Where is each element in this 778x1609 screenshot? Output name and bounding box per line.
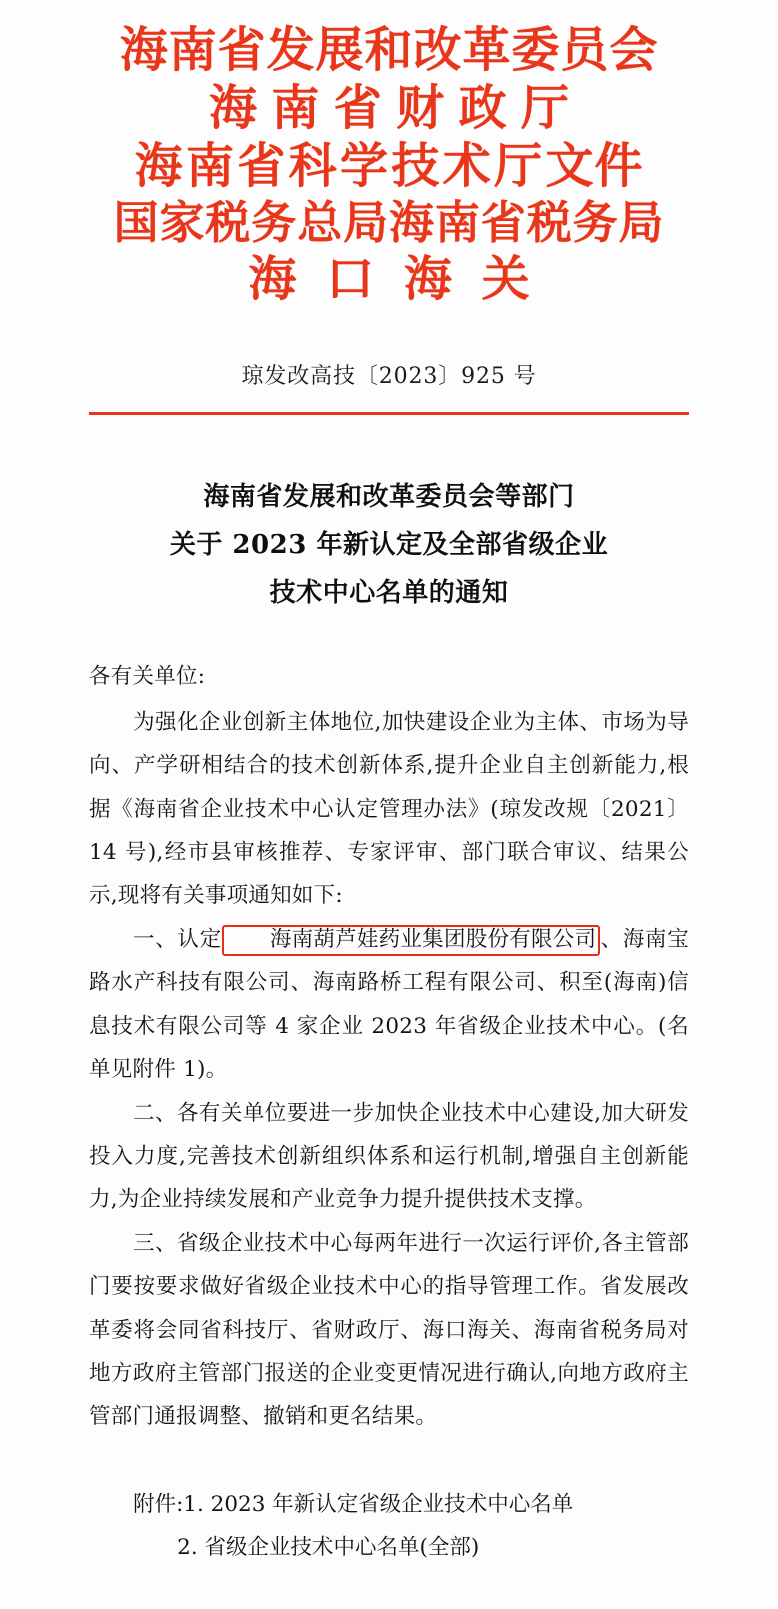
bottom-spacer [0, 1569, 778, 1609]
paragraph-item-2: 二、各有关单位要进一步加快企业技术中心建设,加大研发投入力度,完善技术创新组织体系和运行机制,增强自主创新能力,为企业持续发展和产业竞争力提升提供技术支撑。 [89, 1100, 689, 1213]
document-number-block [0, 359, 778, 415]
attachment-line-2: 2. 省级企业技术中心名单(全部) [177, 1534, 480, 1560]
paragraph-intro: 为强化企业创新主体地位,加快建设企业为主体、市场为导向、产学研相结合的技术创新体系,提升企业自主创新能力,根据《海南省企业技术中心认定管理办法》(琼发改规〔2021〕14 号),经市县审核推荐、专家评审、部门联合审议、结果公示,现将有关事项通知如下: [89, 709, 689, 909]
document-title [0, 473, 778, 617]
salutation: 各有关单位: [89, 664, 206, 690]
title-line-3: 技术中心名单的通知 [269, 578, 509, 609]
paragraph-item-3: 三、省级企业技术中心每两年进行一次运行评价,各主管部门要按要求做好省级企业技术中心的指导管理工作。省发展改革委将会同省科技厅、省财政厅、海口海关、海南省税务局对地方政府主管部门报送的企业变更情况进行确认,向地方政府主管部门通报调整、撤销和更名结果。 [89, 1230, 689, 1430]
document-body [89, 655, 689, 1439]
masthead [0, 0, 778, 307]
masthead-line-1: 海南省发展和改革委员会 [119, 22, 659, 78]
highlighted-company-name: 海南葫芦娃药业集团股份有限公司 [222, 925, 600, 956]
masthead-line-5: 海口海关 [248, 251, 560, 307]
title-line-1: 海南省发展和改革委员会等部门 [203, 482, 575, 512]
item-1-prefix: 一、认定 [133, 926, 222, 952]
masthead-line-3-main: 海南省科学技术厅 [134, 138, 546, 194]
attachments [89, 1483, 689, 1569]
masthead-line-2: 海南省财政厅 [208, 80, 584, 136]
masthead-line-4: 国家税务总局海南省税务局 [113, 196, 665, 249]
red-divider-rule [89, 412, 689, 415]
masthead-line-3 [0, 138, 778, 194]
masthead-line-3-suffix: 文件 [545, 138, 644, 194]
document-number: 琼发改高技〔2023〕925 号 [241, 364, 537, 389]
title-line-2: 关于 2023 年新认定及全部省级企业 [169, 530, 609, 561]
paragraph-item-1 [89, 918, 689, 1092]
attachment-line-1: 附件:1. 2023 年新认定省级企业技术中心名单 [133, 1491, 574, 1517]
item-1-suffix: 、海南宝路水产科技有限公司、海南路桥工程有限公司、积至(海南)信息技术有限公司等 4 家企业 2023 年省级企业技术中心。(名单见附件 1)。 [89, 926, 689, 1083]
